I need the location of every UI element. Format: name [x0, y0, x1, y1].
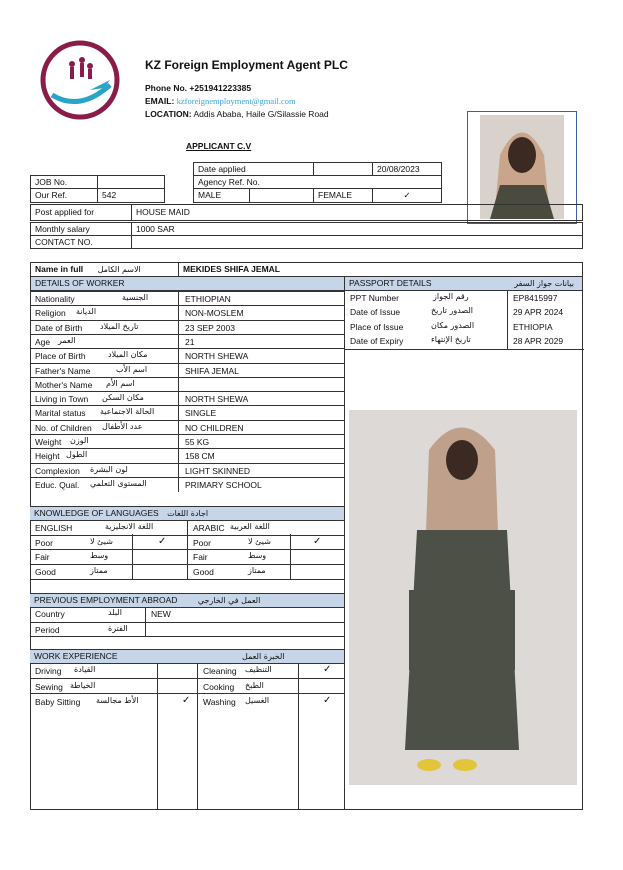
passport-row: [345, 334, 584, 348]
detail-value: NORTH SHEWA: [185, 351, 249, 362]
male-check-box: [249, 188, 314, 203]
detail-value: ETHIOPIAN: [185, 294, 231, 304]
previous-block: [30, 593, 345, 637]
languages-header: [30, 506, 345, 521]
passport-label: Date of Expiry: [350, 335, 404, 346]
detail-value: NO CHILDREN: [185, 422, 244, 433]
skill-label: Cooking: [203, 682, 235, 692]
english-label-ar: اللغة الانجليزية: [105, 522, 154, 531]
agency-ref-label: Agency Ref. No.: [193, 175, 442, 189]
our-ref-label: Our Ref.: [30, 188, 98, 203]
languages-bottom-line: [30, 579, 345, 580]
location-value: Addis Ababa, Haile G/Silassie Road: [193, 109, 329, 119]
detail-label-ar: المستوى التعلمي: [90, 478, 147, 488]
detail-label-ar: الجنسية: [122, 293, 149, 302]
detail-label-ar: الحالة الاجتماعية: [100, 407, 155, 417]
company-email: [145, 96, 296, 106]
detail-label: Height: [35, 451, 60, 462]
detail-row: [30, 391, 345, 405]
male-label: MALE: [193, 188, 250, 203]
skill-label-ar: القيادة: [74, 665, 96, 674]
detail-value: NON-MOSLEM: [185, 308, 244, 319]
detail-row: [30, 291, 345, 305]
salary-label: Monthly salary: [30, 222, 132, 236]
previous-bottom-line: [30, 636, 345, 637]
previous-title: PREVIOUS EMPLOYMENT ABROAD: [34, 595, 178, 605]
company-logo: [40, 40, 120, 120]
email-label: EMAIL:: [145, 96, 175, 106]
detail-label: Nationality: [35, 294, 75, 304]
skill-label-ar: التنظيف: [245, 665, 272, 674]
passport-row: [345, 291, 584, 305]
level-label-ar: وسط: [90, 551, 109, 560]
previous-row: [30, 622, 345, 636]
passport-table: [344, 291, 584, 350]
company-location: [145, 109, 329, 119]
detail-label: Age: [35, 336, 51, 347]
level-label-ar: ممتاز: [90, 565, 108, 575]
experience-row: [30, 663, 345, 677]
female-label: FEMALE: [313, 188, 373, 203]
country-label: Country: [35, 609, 65, 619]
detail-row: [30, 448, 345, 462]
passport-header: [344, 276, 583, 291]
passport-label-ar: رقم الجواز: [433, 292, 469, 301]
detail-label-ar: اسم الأب: [116, 364, 148, 374]
arabic-label-ar: اللغة العربية: [230, 522, 270, 531]
female-check: ✓: [372, 188, 442, 203]
passport-title-ar: بيانات جواز السفر: [514, 279, 574, 288]
level-label: Poor: [35, 537, 53, 548]
detail-row: [30, 320, 345, 334]
passport-value: 28 APR 2029: [513, 335, 564, 346]
detail-label-ar: لون البشرة: [90, 464, 128, 474]
name-label-cell: [30, 262, 179, 277]
skill-check: ✓: [182, 695, 191, 706]
detail-row: [30, 377, 345, 391]
experience-header: [30, 649, 345, 664]
detail-label: Marital status: [35, 408, 86, 419]
passport-value: EP8415997: [513, 293, 558, 303]
detail-row: [30, 405, 345, 419]
detail-label-ar: العمر: [58, 335, 76, 345]
passport-value: 29 APR 2024: [513, 307, 564, 318]
detail-label-ar: مكان السكن: [102, 393, 144, 403]
name-label-ar: الاسم الكامل: [97, 265, 141, 274]
passport-row: [345, 305, 584, 319]
detail-label-ar: مكان الميلاد: [108, 350, 148, 360]
detail-row: [30, 463, 345, 477]
previous-title-ar: العمل في الخارجي: [197, 596, 261, 605]
languages-row: [30, 520, 345, 534]
detail-label: Father's Name: [35, 365, 91, 376]
salary-value: 1000 SAR: [131, 222, 583, 236]
doc-title: APPLICANT C.V: [186, 141, 252, 151]
detail-row: [30, 420, 345, 434]
level-label-ar: شيئ لا: [90, 536, 113, 546]
phone-label: Phone No.: [145, 83, 188, 93]
skill-label-ar: الطبخ: [245, 681, 264, 690]
detail-label: Complexion: [35, 465, 80, 476]
languages-row: [30, 549, 345, 563]
arabic-label: ARABIC: [193, 523, 225, 533]
date-applied-value: 20/08/2023: [372, 162, 442, 176]
passport-label-ar: الصدور تاريخ: [431, 306, 473, 316]
experience-block: [30, 649, 345, 810]
full-body-photo: [349, 410, 577, 785]
level-label: Fair: [35, 552, 50, 562]
name-label: Name in full: [35, 264, 84, 274]
detail-value: NORTH SHEWA: [185, 394, 249, 405]
detail-label: No. of Children: [35, 422, 92, 433]
passport-row: [345, 320, 584, 334]
level-label-ar: ممتاز: [248, 565, 266, 575]
period-label: Period: [35, 625, 60, 635]
skill-label: Driving: [35, 666, 62, 676]
contact-label: CONTACT NO.: [30, 235, 132, 249]
languages-row: [30, 564, 345, 578]
detail-label: Educ. Qual.: [35, 479, 80, 490]
name-value: MEKIDES SHIFA JEMAL: [178, 262, 583, 277]
date-applied-blank: [313, 162, 373, 176]
detail-value: 158 CM: [185, 451, 215, 462]
detail-row: [30, 305, 345, 319]
english-label: ENGLISH: [35, 523, 73, 533]
detail-label-ar: اسم الأم: [106, 378, 135, 388]
post-value: HOUSE MAID: [131, 204, 583, 221]
skill-label-ar: الخياطة: [70, 681, 96, 690]
detail-value: LIGHT SKINNED: [185, 465, 251, 476]
detail-label-ar: عدد الأطفال: [102, 421, 143, 431]
passport-label-ar: الصدور مكان: [431, 320, 475, 330]
level-label: Good: [193, 566, 214, 577]
languages-title: KNOWLEDGE OF LANGUAGES: [34, 508, 159, 518]
languages-block: [30, 506, 345, 580]
company-name: KZ Foreign Employment Agent PLC: [145, 58, 348, 72]
detail-label-ar: الطول: [66, 450, 88, 460]
detail-label-ar: الديانة: [76, 307, 97, 317]
detail-row: [30, 363, 345, 377]
detail-label: Living in Town: [35, 394, 89, 405]
detail-label-ar: الوزن: [70, 436, 89, 445]
skill-label: Cleaning: [203, 666, 237, 676]
passport-value: ETHIOPIA: [513, 321, 553, 332]
detail-label: Weight: [35, 437, 62, 447]
skill-label: Sewing: [35, 682, 63, 692]
detail-value: SINGLE: [185, 408, 217, 419]
period-label-ar: الفترة: [108, 624, 128, 633]
detail-value: PRIMARY SCHOOL: [185, 479, 262, 490]
languages-title-ar: اجادة اللغات: [167, 509, 209, 518]
detail-row: [30, 348, 345, 362]
phone-value: +251941223385: [189, 83, 252, 93]
experience-title: WORK EXPERIENCE: [34, 651, 118, 661]
experience-title-ar: الخبرة العمل: [242, 652, 285, 661]
job-no-label: JOB No.: [30, 175, 98, 189]
arabic-check: ✓: [313, 535, 322, 547]
location-label: LOCATION:: [145, 109, 192, 119]
passport-label: Place of Issue: [350, 321, 404, 332]
detail-label: Place of Birth: [35, 351, 86, 362]
detail-row: [30, 434, 345, 448]
detail-label-ar: تاريخ الميلاد: [100, 321, 139, 331]
passport-label: PPT Number: [350, 293, 399, 303]
skill-label-ar: الغسيل: [245, 696, 270, 705]
skill-label: Washing: [203, 697, 236, 707]
email-value[interactable]: kzforeignemployment@gmail.com: [176, 96, 296, 106]
detail-row: [30, 334, 345, 348]
level-label: Good: [35, 566, 56, 577]
date-applied-label: Date applied: [193, 162, 314, 176]
english-check: ✓: [158, 535, 167, 547]
contact-value: [131, 235, 583, 249]
detail-row: [30, 477, 345, 491]
job-no-value: [97, 175, 165, 189]
languages-row: [30, 535, 345, 549]
detail-value: 21: [185, 336, 195, 347]
passport-label-ar: تاريخ الإنتهاء: [431, 334, 471, 344]
experience-row: [30, 678, 345, 692]
level-label: Poor: [193, 537, 211, 548]
experience-row: [30, 693, 345, 707]
country-value: NEW: [151, 609, 171, 619]
detail-label: Religion: [35, 308, 66, 319]
detail-value: SHIFA JEMAL: [185, 365, 239, 376]
skill-label: Baby Sitting: [35, 697, 81, 707]
passport-title: PASSPORT DETAILS: [349, 278, 432, 288]
company-phone: [145, 83, 251, 93]
skill-check: ✓: [323, 695, 332, 706]
level-label: Fair: [193, 552, 208, 562]
skill-check: ✓: [323, 664, 332, 675]
previous-row: [30, 607, 345, 621]
our-ref-value: 542: [97, 188, 165, 203]
details-table: [30, 291, 345, 492]
skill-label-ar: الأط مجالسة: [96, 696, 139, 705]
level-label-ar: شيئ لا: [248, 536, 271, 546]
passport-label: Date of Issue: [350, 307, 401, 318]
previous-header: [30, 593, 345, 608]
detail-value: 23 SEP 2003: [185, 322, 235, 333]
detail-label: Mother's Name: [35, 379, 93, 390]
detail-label: Date of Birth: [35, 322, 83, 333]
country-label-ar: البلد: [108, 608, 122, 617]
level-label-ar: وسط: [248, 551, 267, 560]
details-header: DETAILS OF WORKER: [30, 276, 345, 291]
post-label: Post applied for: [30, 204, 132, 221]
detail-value: 55 KG: [185, 437, 210, 447]
